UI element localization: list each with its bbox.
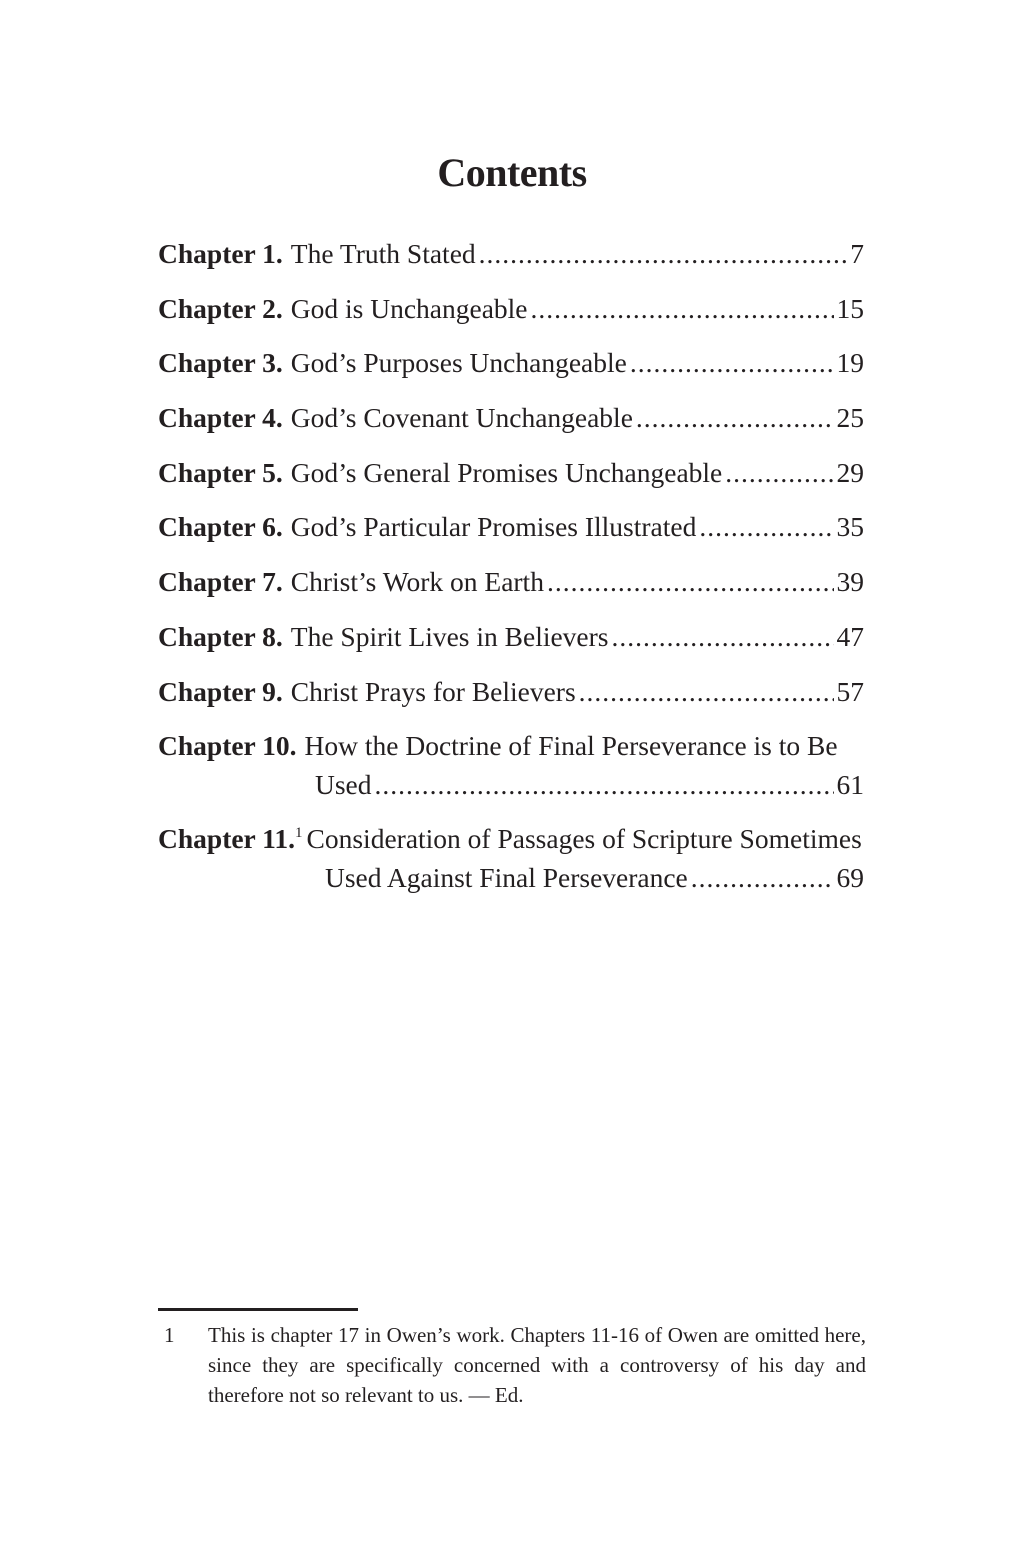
toc-entry-chapter-7[interactable] [158,562,864,617]
chapter-title: God’s General Promises Unchangeable [290,456,723,488]
chapter-title-line-1: Consideration of Passages of Scripture Sometimes [306,823,862,855]
dot-leader [531,289,834,328]
chapter-label: Chapter 7. [158,566,283,598]
footnote-text: This is chapter 17 in Owen’s work. Chapters 11-16 of Owen are omitted here, since they are specifically concerned with a controversy of his day and therefore not so relevant to us. — Ed. [208,1323,866,1407]
dot-leader [375,765,834,804]
page-number: 35 [836,511,864,543]
dot-leader [636,398,834,437]
chapter-label: Chapter 6. [158,511,283,543]
chapter-label: Chapter 9. [158,675,283,707]
page-number: 7 [850,238,864,269]
page-number: 15 [836,292,864,324]
dot-leader [699,507,833,546]
chapter-title-line-2: Used [315,769,372,801]
toc-entry-chapter-2[interactable] [158,289,864,344]
page-number: 57 [836,675,864,707]
dot-leader [479,234,848,273]
chapter-title: Christ Prays for Believers [290,675,576,707]
chapter-title: God is Unchangeable [290,292,528,324]
chapter-title: God’s Particular Promises Illustrated [290,511,697,543]
chapter-label: Chapter 10. [158,730,297,762]
chapter-label: Chapter 11. [158,823,296,855]
page-number: 29 [836,456,864,488]
toc-entry-chapter-11[interactable] [158,819,864,912]
toc-entry-chapter-3[interactable] [158,343,864,398]
dot-leader [725,453,833,492]
page-title: Contents [437,150,587,195]
chapter-title: God’s Covenant Unchangeable [290,402,633,434]
page-number: 25 [836,402,864,434]
chapter-label: Chapter 3. [158,347,283,379]
chapter-title: The Truth Stated [290,238,476,269]
page-number: 69 [836,862,864,894]
footnote-reference[interactable]: 1 [295,825,303,842]
chapter-title: The Spirit Lives in Believers [290,620,609,652]
chapter-label: Chapter 1. [158,238,283,269]
dot-leader [691,858,834,897]
chapter-label: Chapter 2. [158,292,283,324]
dot-leader [630,343,834,382]
table-of-contents [158,234,864,912]
chapter-label: Chapter 8. [158,620,283,652]
toc-entry-chapter-9[interactable] [158,672,864,727]
footnote-number: 1 [164,1323,175,1347]
dot-leader [579,672,834,711]
toc-entry-chapter-5[interactable] [158,453,864,508]
chapter-label: Chapter 4. [158,402,283,434]
page-number: 47 [836,620,864,652]
chapter-title: God’s Purposes Unchangeable [290,347,627,379]
chapter-label: Chapter 5. [158,456,283,488]
chapter-title-line-2: Used Against Final Perseverance [325,862,688,894]
toc-entry-chapter-6[interactable] [158,507,864,562]
dot-leader [547,562,834,601]
footnote [158,1320,866,1410]
dot-leader [612,617,834,656]
toc-entry-chapter-8[interactable] [158,617,864,672]
footnote-divider [158,1308,358,1311]
page-number: 61 [836,769,864,801]
chapter-title: Christ’s Work on Earth [290,566,544,598]
page-number: 19 [836,347,864,379]
toc-entry-chapter-4[interactable] [158,398,864,453]
toc-entry-chapter-1[interactable] [158,234,864,289]
page-number: 39 [836,566,864,598]
toc-entry-chapter-10[interactable] [158,726,864,819]
chapter-title-line-1: How the Doctrine of Final Perseverance is to Be [304,730,838,762]
